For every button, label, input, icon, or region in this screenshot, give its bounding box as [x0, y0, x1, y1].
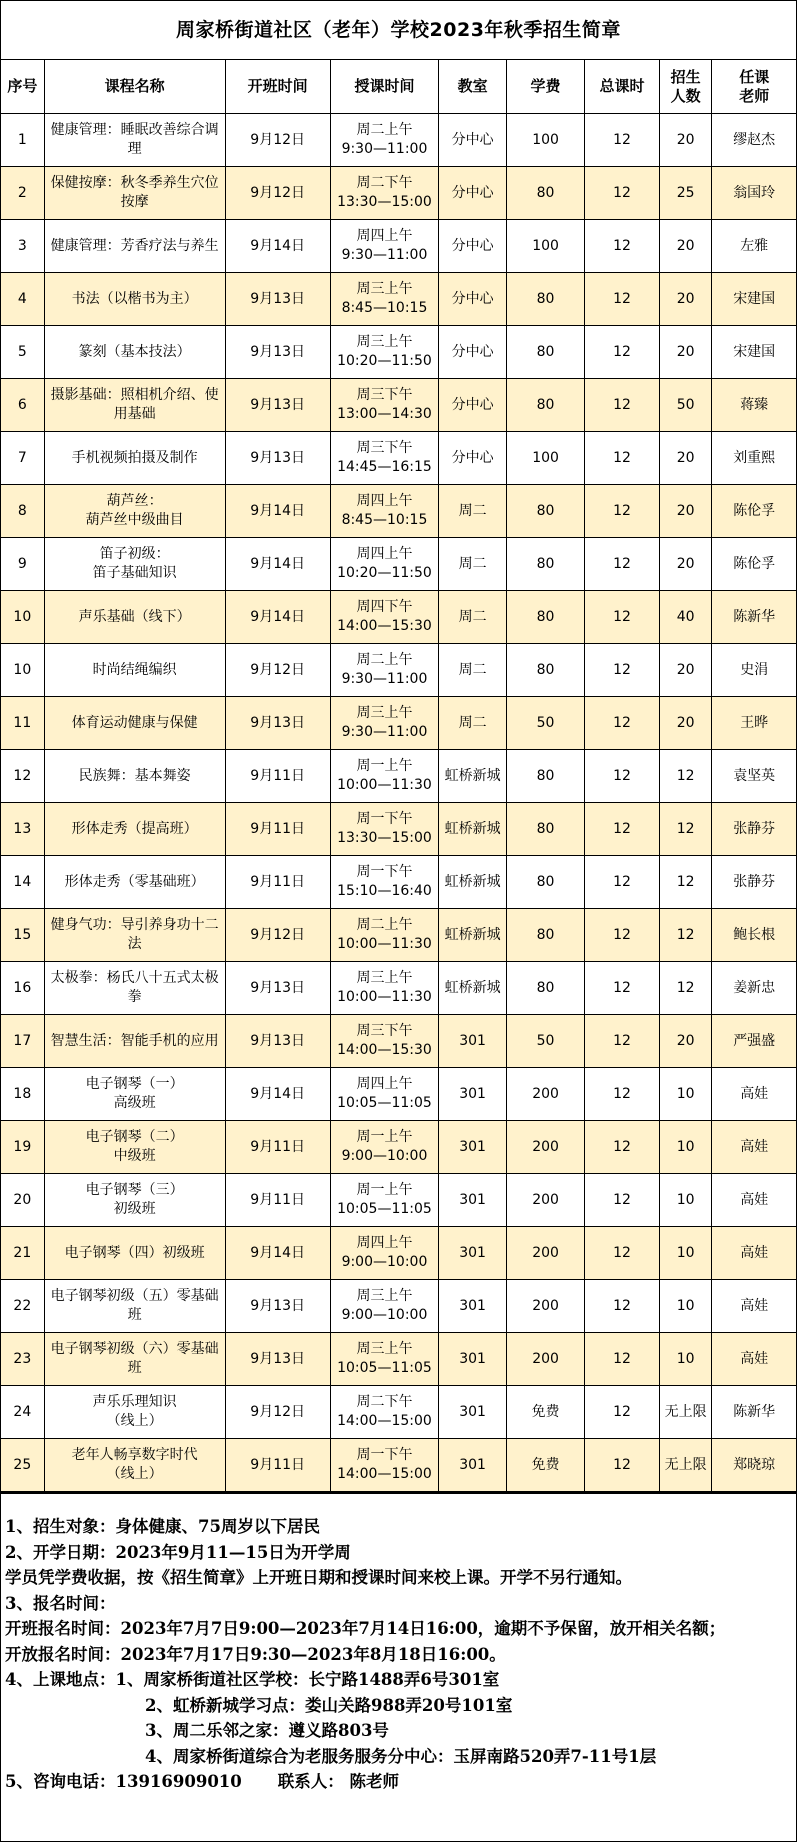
classroom-cell: 301	[439, 1227, 507, 1280]
fee-cell: 80	[506, 167, 584, 220]
classroom-cell: 分中心	[439, 273, 507, 326]
table-row	[1, 1439, 796, 1492]
teacher-cell: 陈新华	[712, 591, 796, 644]
course-name-cell: 电子钢琴初级（五）零基础班	[44, 1280, 225, 1333]
classroom-cell: 周二	[439, 697, 507, 750]
table-row	[1, 485, 796, 538]
start-date-cell: 9月12日	[225, 909, 330, 962]
classroom-cell: 301	[439, 1068, 507, 1121]
classroom-cell: 分中心	[439, 326, 507, 379]
total-hours-cell: 12	[585, 114, 660, 167]
row-number-cell: 6	[1, 379, 44, 432]
quota-cell: 40	[659, 591, 712, 644]
course-name-cell: 电子钢琴（三） 初级班	[44, 1174, 225, 1227]
quota-cell: 20	[659, 697, 712, 750]
fee-cell: 200	[506, 1280, 584, 1333]
note-registration-period-2: 开放报名时间：2023年7月17日9:30—2023年8月18日16:00。	[5, 1644, 506, 1664]
teacher-cell: 高娃	[712, 1333, 796, 1386]
total-hours-cell: 12	[585, 273, 660, 326]
start-date-cell: 9月13日	[225, 1280, 330, 1333]
row-number-cell: 15	[1, 909, 44, 962]
row-number-cell: 18	[1, 1068, 44, 1121]
table-row	[1, 591, 796, 644]
class-time-cell: 周四上午 9:30—11:00	[330, 220, 439, 273]
classroom-cell: 分中心	[439, 379, 507, 432]
course-name-cell: 电子钢琴初级（六）零基础班	[44, 1333, 225, 1386]
classroom-cell: 301	[439, 1333, 507, 1386]
start-date-cell: 9月12日	[225, 114, 330, 167]
class-time-cell: 周四上午 10:05—11:05	[330, 1068, 439, 1121]
table-row	[1, 644, 796, 697]
class-time-cell: 周三上午 8:45—10:15	[330, 273, 439, 326]
row-number-cell: 1	[1, 114, 44, 167]
quota-cell: 10	[659, 1121, 712, 1174]
quota-cell: 12	[659, 962, 712, 1015]
classroom-cell: 虹桥新城	[439, 962, 507, 1015]
classroom-cell: 周二	[439, 591, 507, 644]
fee-cell: 80	[506, 909, 584, 962]
page-title: 周家桥街道社区（老年）学校2023年秋季招生简章	[1, 1, 796, 60]
start-date-cell: 9月14日	[225, 220, 330, 273]
note-location-4: 4、周家桥街道综合为老服务服务分中心：玉屏南路520弄7-11号1层	[145, 1746, 657, 1766]
note-location-3: 3、周二乐邻之家：遵义路803号	[145, 1721, 389, 1740]
row-number-cell: 8	[1, 485, 44, 538]
class-time-cell: 周三下午 13:00—14:30	[330, 379, 439, 432]
table-row	[1, 1174, 796, 1227]
class-time-cell: 周三下午 14:45—16:15	[330, 432, 439, 485]
table-row	[1, 803, 796, 856]
row-number-cell: 10	[1, 591, 44, 644]
class-time-cell: 周三上午 10:20—11:50	[330, 326, 439, 379]
contact-phone: 5、咨询电话：13916909010	[5, 1772, 242, 1791]
table-row	[1, 1280, 796, 1333]
quota-cell: 20	[659, 273, 712, 326]
teacher-cell: 翁国玲	[712, 167, 796, 220]
class-time-cell: 周一下午 14:00—15:00	[330, 1439, 439, 1492]
table-row	[1, 1227, 796, 1280]
teacher-cell: 王晔	[712, 697, 796, 750]
start-date-cell: 9月14日	[225, 1227, 330, 1280]
fee-cell: 50	[506, 697, 584, 750]
course-name-cell: 民族舞：基本舞姿	[44, 750, 225, 803]
total-hours-cell: 12	[585, 1174, 660, 1227]
course-name-cell: 摄影基础：照相机介绍、使用基础	[44, 379, 225, 432]
class-time-cell: 周四下午 14:00—15:30	[330, 591, 439, 644]
course-name-cell: 笛子初级： 笛子基础知识	[44, 538, 225, 591]
course-name-cell: 健身气功：导引养身功十二法	[44, 909, 225, 962]
class-time-cell: 周一下午 13:30—15:00	[330, 803, 439, 856]
start-date-cell: 9月13日	[225, 326, 330, 379]
quota-cell: 10	[659, 1227, 712, 1280]
quota-cell: 20	[659, 114, 712, 167]
table-row	[1, 697, 796, 750]
table-row	[1, 909, 796, 962]
table-row	[1, 379, 796, 432]
class-time-cell: 周三上午 9:30—11:00	[330, 697, 439, 750]
fee-cell: 200	[506, 1174, 584, 1227]
row-number-cell: 16	[1, 962, 44, 1015]
col-header-classroom: 教室	[439, 60, 507, 114]
teacher-cell: 郑晓琼	[712, 1439, 796, 1492]
fee-cell: 80	[506, 591, 584, 644]
quota-cell: 20	[659, 1015, 712, 1068]
classroom-cell: 周二	[439, 485, 507, 538]
table-row	[1, 273, 796, 326]
table-row	[1, 750, 796, 803]
note-enrollment-target: 1、招生对象：身体健康、75周岁以下居民	[5, 1517, 320, 1536]
row-number-cell: 10	[1, 644, 44, 697]
table-row	[1, 167, 796, 220]
classroom-cell: 虹桥新城	[439, 750, 507, 803]
classroom-cell: 分中心	[439, 220, 507, 273]
quota-cell: 20	[659, 220, 712, 273]
row-number-cell: 17	[1, 1015, 44, 1068]
class-time-cell: 周三上午 10:00—11:30	[330, 962, 439, 1015]
classroom-cell: 分中心	[439, 114, 507, 167]
fee-cell: 80	[506, 750, 584, 803]
row-number-cell: 14	[1, 856, 44, 909]
class-time-cell: 周一上午 9:00—10:00	[330, 1121, 439, 1174]
note-registration-period-1: 开班报名时间：2023年7月7日9:00—2023年7月14日16:00，逾期不予保留，放开相关名额；	[5, 1619, 726, 1638]
quota-cell: 12	[659, 750, 712, 803]
total-hours-cell: 12	[585, 591, 660, 644]
fee-cell: 80	[506, 273, 584, 326]
col-header-no: 序号	[1, 60, 44, 114]
teacher-cell: 张静芬	[712, 856, 796, 909]
class-time-cell: 周二上午 9:30—11:00	[330, 114, 439, 167]
contact-person: 联系人： 陈老师	[277, 1772, 400, 1791]
total-hours-cell: 12	[585, 697, 660, 750]
row-number-cell: 25	[1, 1439, 44, 1492]
total-hours-cell: 12	[585, 1333, 660, 1386]
row-number-cell: 3	[1, 220, 44, 273]
table-row	[1, 326, 796, 379]
row-number-cell: 19	[1, 1121, 44, 1174]
table-header-row	[1, 60, 796, 114]
row-number-cell: 5	[1, 326, 44, 379]
row-number-cell: 20	[1, 1174, 44, 1227]
quota-cell: 10	[659, 1174, 712, 1227]
fee-cell: 200	[506, 1068, 584, 1121]
table-row	[1, 1121, 796, 1174]
total-hours-cell: 12	[585, 644, 660, 697]
note-start-date: 2、开学日期：2023年9月11—15日为开学周	[5, 1542, 351, 1562]
total-hours-cell: 12	[585, 538, 660, 591]
teacher-cell: 鲍长根	[712, 909, 796, 962]
col-header-teacher: 任课 老师	[712, 60, 796, 114]
class-time-cell: 周四上午 8:45—10:15	[330, 485, 439, 538]
quota-cell: 10	[659, 1068, 712, 1121]
class-time-cell: 周三下午 14:00—15:30	[330, 1015, 439, 1068]
table-row	[1, 432, 796, 485]
classroom-cell: 301	[439, 1280, 507, 1333]
teacher-cell: 左雅	[712, 220, 796, 273]
row-number-cell: 13	[1, 803, 44, 856]
total-hours-cell: 12	[585, 220, 660, 273]
fee-cell: 80	[506, 644, 584, 697]
row-number-cell: 11	[1, 697, 44, 750]
total-hours-cell: 12	[585, 485, 660, 538]
course-name-cell: 体育运动健康与保健	[44, 697, 225, 750]
classroom-cell: 301	[439, 1015, 507, 1068]
total-hours-cell: 12	[585, 167, 660, 220]
start-date-cell: 9月11日	[225, 1439, 330, 1492]
row-number-cell: 4	[1, 273, 44, 326]
fee-cell: 100	[506, 432, 584, 485]
classroom-cell: 虹桥新城	[439, 909, 507, 962]
table-row	[1, 538, 796, 591]
teacher-cell: 严强盛	[712, 1015, 796, 1068]
total-hours-cell: 12	[585, 803, 660, 856]
start-date-cell: 9月11日	[225, 750, 330, 803]
row-number-cell: 21	[1, 1227, 44, 1280]
row-number-cell: 7	[1, 432, 44, 485]
quota-cell: 20	[659, 326, 712, 379]
classroom-cell: 分中心	[439, 432, 507, 485]
course-name-cell: 篆刻（基本技法）	[44, 326, 225, 379]
fee-cell: 80	[506, 856, 584, 909]
quota-cell: 50	[659, 379, 712, 432]
start-date-cell: 9月14日	[225, 538, 330, 591]
fee-cell: 100	[506, 220, 584, 273]
start-date-cell: 9月14日	[225, 485, 330, 538]
classroom-cell: 301	[439, 1386, 507, 1439]
note-contact	[5, 1769, 796, 1795]
table-row	[1, 856, 796, 909]
total-hours-cell: 12	[585, 1386, 660, 1439]
start-date-cell: 9月13日	[225, 1015, 330, 1068]
row-number-cell: 12	[1, 750, 44, 803]
class-time-cell: 周四上午 10:20—11:50	[330, 538, 439, 591]
course-name-cell: 老年人畅享数字时代 （线上）	[44, 1439, 225, 1492]
row-number-cell: 9	[1, 538, 44, 591]
teacher-cell: 蒋臻	[712, 379, 796, 432]
fee-cell: 80	[506, 485, 584, 538]
course-name-cell: 手机视频拍摄及制作	[44, 432, 225, 485]
class-time-cell: 周二上午 10:00—11:30	[330, 909, 439, 962]
col-header-quota: 招生 人数	[659, 60, 712, 114]
class-time-cell: 周四上午 9:00—10:00	[330, 1227, 439, 1280]
start-date-cell: 9月13日	[225, 697, 330, 750]
classroom-cell: 虹桥新城	[439, 803, 507, 856]
fee-cell: 免费	[506, 1386, 584, 1439]
fee-cell: 200	[506, 1333, 584, 1386]
total-hours-cell: 12	[585, 1015, 660, 1068]
teacher-cell: 陈伦孚	[712, 485, 796, 538]
start-date-cell: 9月12日	[225, 644, 330, 697]
fee-cell: 免费	[506, 1439, 584, 1492]
course-name-cell: 葫芦丝： 葫芦丝中级曲目	[44, 485, 225, 538]
col-header-start-date: 开班时间	[225, 60, 330, 114]
total-hours-cell: 12	[585, 379, 660, 432]
total-hours-cell: 12	[585, 1227, 660, 1280]
total-hours-cell: 12	[585, 1280, 660, 1333]
course-name-cell: 健康管理：芳香疗法与养生	[44, 220, 225, 273]
table-row	[1, 1333, 796, 1386]
teacher-cell: 缪赵杰	[712, 114, 796, 167]
row-number-cell: 2	[1, 167, 44, 220]
col-header-course-name: 课程名称	[44, 60, 225, 114]
class-time-cell: 周一下午 15:10—16:40	[330, 856, 439, 909]
start-date-cell: 9月13日	[225, 1333, 330, 1386]
quota-cell: 12	[659, 803, 712, 856]
teacher-cell: 宋建国	[712, 273, 796, 326]
total-hours-cell: 12	[585, 1068, 660, 1121]
fee-cell: 80	[506, 326, 584, 379]
course-name-cell: 书法（以楷书为主）	[44, 273, 225, 326]
quota-cell: 20	[659, 485, 712, 538]
course-name-cell: 保健按摩：秋冬季养生穴位按摩	[44, 167, 225, 220]
quota-cell: 20	[659, 644, 712, 697]
total-hours-cell: 12	[585, 856, 660, 909]
classroom-cell: 虹桥新城	[439, 856, 507, 909]
row-number-cell: 24	[1, 1386, 44, 1439]
table-row	[1, 114, 796, 167]
col-header-class-time: 授课时间	[330, 60, 439, 114]
fee-cell: 80	[506, 538, 584, 591]
classroom-cell: 分中心	[439, 167, 507, 220]
teacher-cell: 宋建国	[712, 326, 796, 379]
total-hours-cell: 12	[585, 962, 660, 1015]
class-time-cell: 周一上午 10:00—11:30	[330, 750, 439, 803]
classroom-cell: 301	[439, 1121, 507, 1174]
teacher-cell: 史涓	[712, 644, 796, 697]
start-date-cell: 9月11日	[225, 1121, 330, 1174]
row-number-cell: 22	[1, 1280, 44, 1333]
quota-cell: 10	[659, 1333, 712, 1386]
teacher-cell: 刘重熙	[712, 432, 796, 485]
fee-cell: 80	[506, 803, 584, 856]
total-hours-cell: 12	[585, 1439, 660, 1492]
table-row	[1, 1015, 796, 1068]
class-time-cell: 周三上午 9:00—10:00	[330, 1280, 439, 1333]
start-date-cell: 9月11日	[225, 856, 330, 909]
start-date-cell: 9月13日	[225, 273, 330, 326]
course-name-cell: 太极拳：杨氏八十五式太极拳	[44, 962, 225, 1015]
start-date-cell: 9月14日	[225, 1068, 330, 1121]
class-time-cell: 周三上午 10:05—11:05	[330, 1333, 439, 1386]
total-hours-cell: 12	[585, 1121, 660, 1174]
start-date-cell: 9月13日	[225, 379, 330, 432]
row-number-cell: 23	[1, 1333, 44, 1386]
course-name-cell: 形体走秀（提高班）	[44, 803, 225, 856]
col-header-total-hours: 总课时	[585, 60, 660, 114]
note-location-2: 2、虹桥新城学习点：娄山关路988弄20号101室	[145, 1695, 513, 1715]
fee-cell: 200	[506, 1121, 584, 1174]
note-registration-heading: 3、报名时间：	[5, 1593, 116, 1613]
total-hours-cell: 12	[585, 432, 660, 485]
start-date-cell: 9月11日	[225, 803, 330, 856]
course-name-cell: 电子钢琴（二） 中级班	[44, 1121, 225, 1174]
course-table	[1, 60, 796, 1492]
course-name-cell: 声乐基础（线下）	[44, 591, 225, 644]
quota-cell: 20	[659, 538, 712, 591]
table-row	[1, 220, 796, 273]
teacher-cell: 袁坚英	[712, 750, 796, 803]
quota-cell: 10	[659, 1280, 712, 1333]
col-header-fee: 学费	[506, 60, 584, 114]
class-time-cell: 周一上午 10:05—11:05	[330, 1174, 439, 1227]
table-row	[1, 1386, 796, 1439]
total-hours-cell: 12	[585, 326, 660, 379]
quota-cell: 12	[659, 909, 712, 962]
fee-cell: 100	[506, 114, 584, 167]
course-name-cell: 声乐乐理知识 （线上）	[44, 1386, 225, 1439]
class-time-cell: 周二下午 14:00—15:00	[330, 1386, 439, 1439]
fee-cell: 200	[506, 1227, 584, 1280]
teacher-cell: 姜新忠	[712, 962, 796, 1015]
total-hours-cell: 12	[585, 909, 660, 962]
note-location-1: 4、上课地点：1、周家桥街道社区学校：长宁路1488弄6号301室	[5, 1670, 500, 1689]
table-row	[1, 962, 796, 1015]
quota-cell: 无上限	[659, 1439, 712, 1492]
course-name-cell: 电子钢琴（四）初级班	[44, 1227, 225, 1280]
teacher-cell: 高娃	[712, 1068, 796, 1121]
course-name-cell: 健康管理：睡眠改善综合调理	[44, 114, 225, 167]
course-name-cell: 智慧生活：智能手机的应用	[44, 1015, 225, 1068]
start-date-cell: 9月14日	[225, 591, 330, 644]
start-date-cell: 9月11日	[225, 1174, 330, 1227]
total-hours-cell: 12	[585, 750, 660, 803]
fee-cell: 80	[506, 379, 584, 432]
class-time-cell: 周二上午 9:30—11:00	[330, 644, 439, 697]
quota-cell: 25	[659, 167, 712, 220]
fee-cell: 80	[506, 962, 584, 1015]
course-table-body	[1, 114, 796, 1492]
course-name-cell: 时尚结绳编织	[44, 644, 225, 697]
start-date-cell: 9月13日	[225, 432, 330, 485]
class-time-cell: 周二下午 13:30—15:00	[330, 167, 439, 220]
start-date-cell: 9月12日	[225, 167, 330, 220]
note-receipt-instruction: 学员凭学费收据，按《招生简章》上开班日期和授课时间来校上课。开学不另行通知。	[5, 1568, 632, 1587]
quota-cell: 20	[659, 432, 712, 485]
course-name-cell: 形体走秀（零基础班）	[44, 856, 225, 909]
teacher-cell: 高娃	[712, 1121, 796, 1174]
teacher-cell: 张静芬	[712, 803, 796, 856]
quota-cell: 12	[659, 856, 712, 909]
quota-cell: 无上限	[659, 1386, 712, 1439]
classroom-cell: 301	[439, 1439, 507, 1492]
classroom-cell: 周二	[439, 644, 507, 697]
start-date-cell: 9月12日	[225, 1386, 330, 1439]
teacher-cell: 高娃	[712, 1174, 796, 1227]
table-row	[1, 1068, 796, 1121]
classroom-cell: 周二	[439, 538, 507, 591]
teacher-cell: 高娃	[712, 1227, 796, 1280]
teacher-cell: 陈伦孚	[712, 538, 796, 591]
notes-section	[1, 1492, 796, 1795]
classroom-cell: 301	[439, 1174, 507, 1227]
teacher-cell: 陈新华	[712, 1386, 796, 1439]
start-date-cell: 9月13日	[225, 962, 330, 1015]
teacher-cell: 高娃	[712, 1280, 796, 1333]
fee-cell: 50	[506, 1015, 584, 1068]
course-name-cell: 电子钢琴（一） 高级班	[44, 1068, 225, 1121]
